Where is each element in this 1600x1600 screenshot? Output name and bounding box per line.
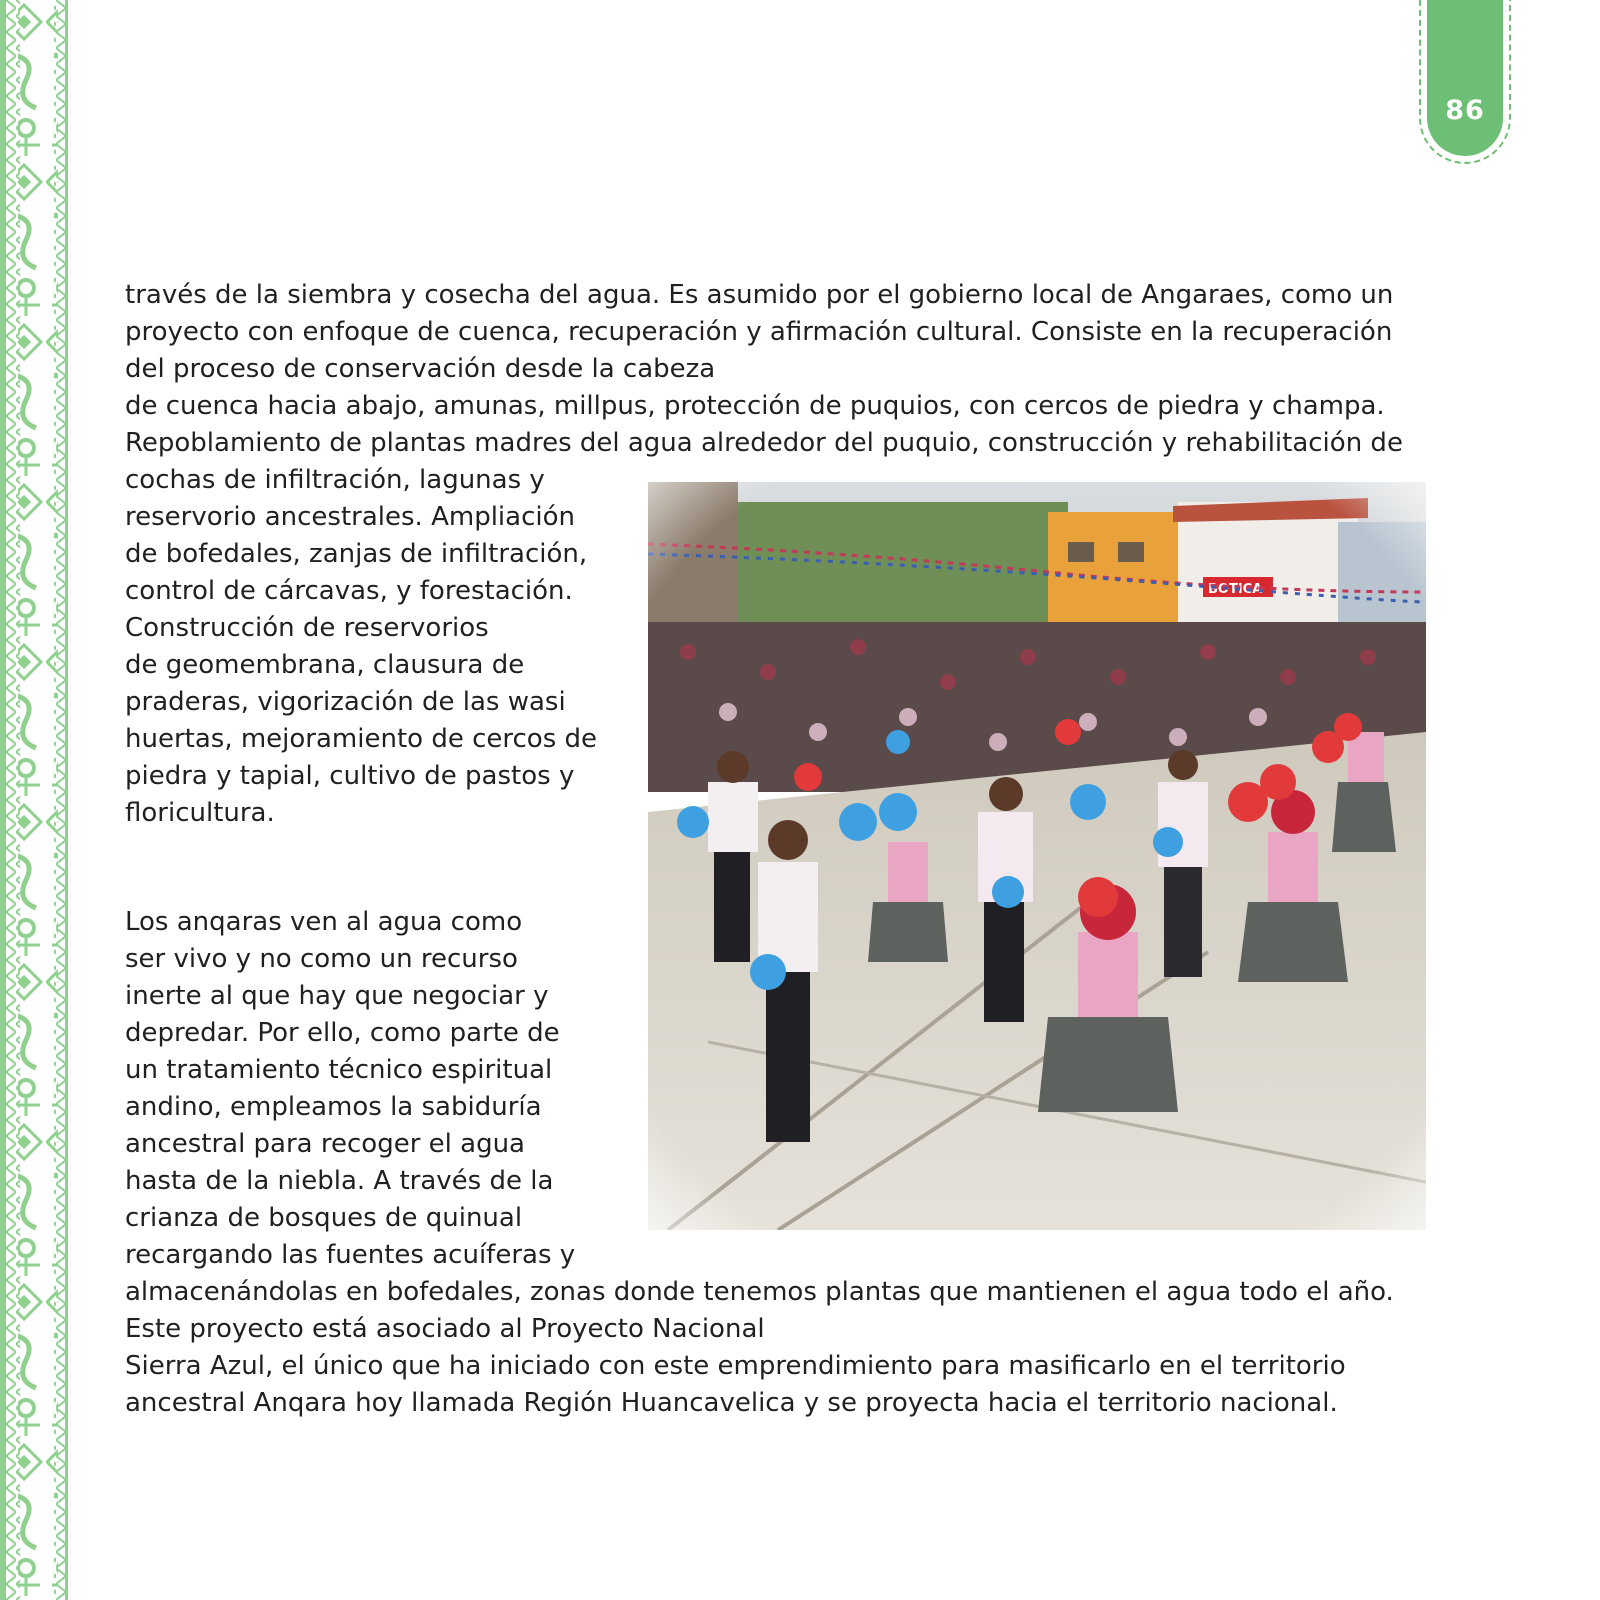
text-line: cochas de infiltración, lagunas y <box>125 465 545 495</box>
text-line: Sierra Azul, el único que ha iniciado con este emprendimiento para masificarlo en el territorio <box>125 1351 1346 1381</box>
text-line: ancestral Anqara hoy llamada Región Huancavelica y se proyecta hacia el territorio nacional. <box>125 1388 1338 1418</box>
festival-photo <box>648 482 1426 1230</box>
text-line: hasta de la niebla. A través de la <box>125 1166 554 1196</box>
text-line: de bofedales, zanjas de infiltración, <box>125 539 588 569</box>
text-line: almacenándolas en bofedales, zonas donde tenemos plantas que mantienen el agua todo el año. <box>125 1277 1394 1307</box>
dancers-plaza-image <box>648 482 1426 1230</box>
text-line: ancestral para recoger el agua <box>125 1129 525 1159</box>
text-line: ser vivo y no como un recurso <box>125 944 518 974</box>
text-line: floricultura. <box>125 798 275 828</box>
page-number-tab <box>1427 0 1503 156</box>
text-line: Repoblamiento de plantas madres del agua alrededor del puquio, construcción y rehabilitación de <box>125 428 1403 458</box>
andean-pattern-icon <box>6 0 74 1600</box>
text-line: reservorio ancestrales. Ampliación <box>125 502 575 532</box>
text-line: proyecto con enfoque de cuenca, recuperación y afirmación cultural. Consiste en la recuperación <box>125 317 1393 347</box>
text-line: Los anqaras ven al agua como <box>125 907 523 937</box>
text-line: de geomembrana, clausura de <box>125 650 525 680</box>
text-line: un tratamiento técnico espiritual <box>125 1055 553 1085</box>
page-number: 86 <box>1445 95 1485 126</box>
text-line: del proceso de conservación desde la cabeza <box>125 354 716 384</box>
text-line: inerte al que hay que negociar y <box>125 981 549 1011</box>
text-line: praderas, vigorización de las wasi <box>125 687 566 717</box>
decorative-border <box>0 0 68 1600</box>
text-line: Este proyecto está asociado al Proyecto Nacional <box>125 1314 765 1344</box>
text-line: piedra y tapial, cultivo de pastos y <box>125 761 575 791</box>
text-line: Construcción de reservorios <box>125 613 489 643</box>
text-line: recargando las fuentes acuíferas y <box>125 1240 576 1270</box>
text-line: andino, empleamos la sabiduría <box>125 1092 542 1122</box>
text-line: través de la siembra y cosecha del agua. Es asumido por el gobierno local de Angaraes, como un <box>125 280 1394 310</box>
text-line: crianza de bosques de quinual <box>125 1203 523 1233</box>
text-line: huertas, mejoramiento de cercos de <box>125 724 597 754</box>
text-line: depredar. Por ello, como parte de <box>125 1018 560 1048</box>
text-line: control de cárcavas, y forestación. <box>125 576 573 606</box>
text-line: de cuenca hacia abajo, amunas, millpus, protección de puquios, con cercos de piedra y champa. <box>125 391 1385 421</box>
